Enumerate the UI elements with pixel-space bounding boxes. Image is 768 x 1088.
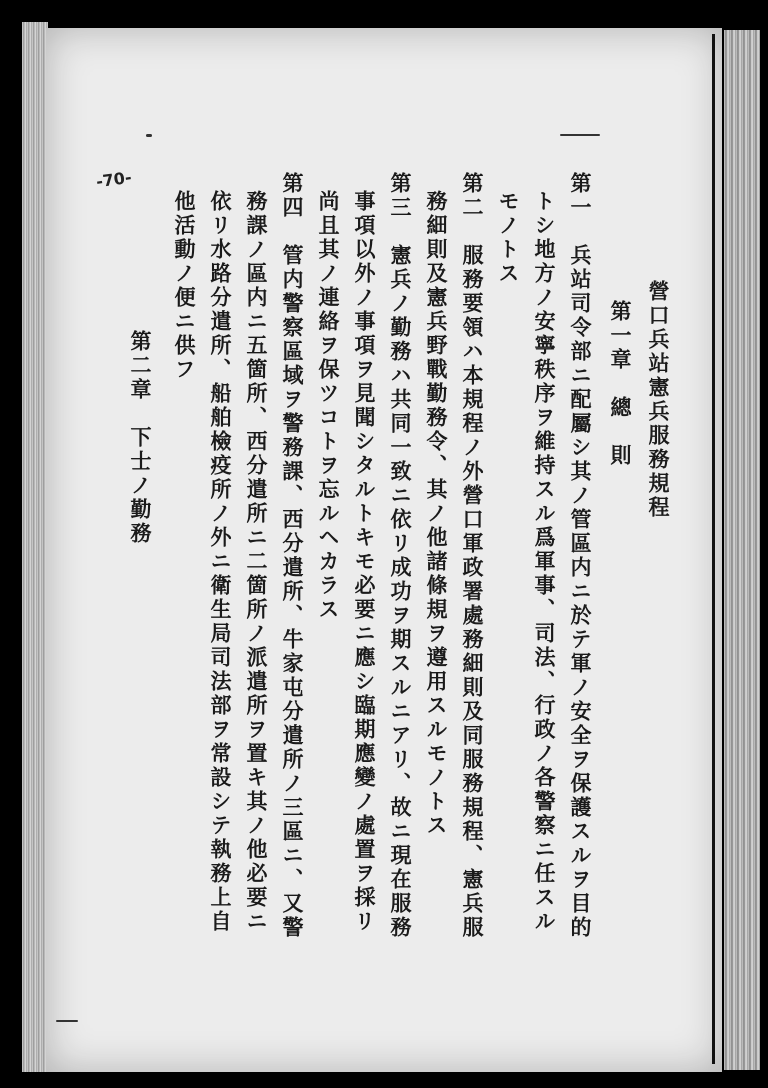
text-line-7: 事項以外ノ事項ヲ見聞シタルトキモ必要ニ應シ臨期應變ノ處置ヲ採リ [352,190,377,934]
text-line-9: 第四 管内警察區域ヲ警務課、西分遣所、牛家屯分遣所ノ三區ニ、又警 [280,172,305,940]
ink-smudge [56,1020,78,1022]
chapter1-heading: 第一章 總 則 [608,300,633,468]
right-book-edge [724,30,760,1070]
left-book-edge [22,22,48,1072]
chapter2-heading: 第二章 下士ノ勤務 [128,330,153,546]
text-line-4: 第二 服務要領ハ本規程ノ外營口軍政署處務細則及同服務規程、憲兵服 [460,172,485,940]
document-title: 營口兵站憲兵服務規程 [646,280,671,520]
text-line-3: モノトス [496,190,521,286]
page-edge-line [712,34,715,1064]
text-line-12: 他活動ノ便ニ供フ [172,190,197,382]
ink-smudge [146,134,152,137]
page-number: -70- [94,167,133,192]
text-line-1: 第一 兵站司令部ニ配屬シ其ノ管區内ニ於テ軍ノ安全ヲ保護スルヲ目的 [568,172,593,940]
text-line-10: 務課ノ區内ニ五箇所、西分遣所ニ二箇所ノ派遣所ヲ置キ其ノ他必要ニ [244,190,269,934]
text-line-6: 第三 憲兵ノ勤務ハ共同一致ニ依リ成功ヲ期スルニアリ、故ニ現在服務 [388,172,413,940]
text-line-11: 依リ水路分遣所、船舶檢疫所ノ外ニ衛生局司法部ヲ常設シテ執務上自 [208,190,233,934]
text-line-2: トシ地方ノ安寧秩序ヲ維持スル爲軍事、司法、行政ノ各警察ニ任スル [532,190,557,934]
document-page [46,28,722,1072]
text-line-5: 務細則及憲兵野戰勤務令、其ノ他諸條規ヲ遵用スルモノトス [424,190,449,838]
text-line-8: 尚且其ノ連絡ヲ保ツコトヲ忘ルヘカラス [316,190,341,622]
ink-smudge [560,134,600,136]
